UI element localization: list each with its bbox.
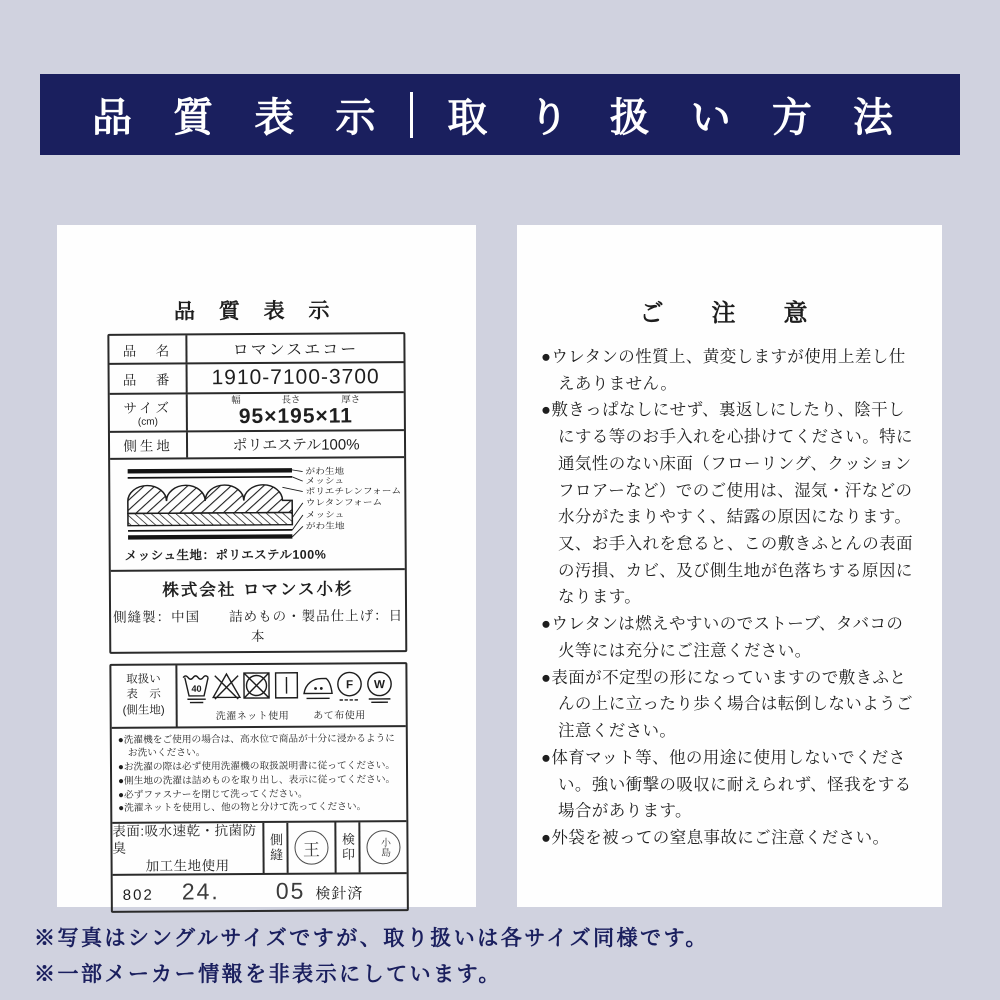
label-title: 品 質 表 示 — [173, 299, 339, 324]
care-note: ●お洗濯の際は必ず使用洗濯機の取扱説明書に従ってください。 — [117, 760, 396, 773]
header-title-left: 品 質 表 示 — [92, 96, 391, 140]
svg-text:40: 40 — [191, 683, 202, 694]
side-fabric: ポリエステル100% — [232, 435, 360, 454]
layer-label: メッシュ — [305, 509, 345, 520]
company-name: 株式会社 ロマンス小杉 — [162, 579, 354, 600]
iron-medium-icon — [301, 668, 334, 706]
no-bleach-icon — [211, 669, 241, 707]
svg-text:W: W — [373, 677, 386, 691]
date-stamp-year: 24. — [181, 878, 220, 905]
caption-wash-net: 洗濯ネット使用 — [215, 710, 290, 722]
care-symbols-row — [181, 668, 403, 707]
care-note: ●側生地の洗濯は詰めものを取り出し、表示に従ってください。 — [118, 774, 396, 787]
seam-label: 側縫 — [264, 823, 288, 873]
care-captions — [216, 706, 404, 722]
company-row — [111, 568, 405, 652]
footnote-maker-info: ※一部メーカー情報を非表示にしています。 — [34, 963, 502, 986]
caution-item: ●外袋を被っての窒息事故にご注意ください。 — [541, 828, 890, 847]
care-note: ●洗濯機をご使用の場合は、高水位で商品が十分に浸かるようにお洗いください。 — [117, 732, 395, 760]
care-instructions-box — [109, 662, 409, 913]
surface-stamp-row — [112, 820, 406, 874]
size-dim-headers: 幅 長さ 厚さ — [231, 394, 361, 407]
caution-item: ●敷きっぱなしにせず、裏返しにしたり、陰干しにする等のお手入れを心掛けてください。特に通気性のない床面（フローリング、クッションフロアーなど）でのご使用は、湿気・汗などの水分がたまりやすく、結露の原因になります。又、お手入れを怠ると、この敷きふとんの表面の汚損、カビ、及び側生地が色落ちする原因になります。 — [541, 401, 913, 607]
care-note: ●必ずファスナーを閉じて洗ってください。 — [118, 788, 308, 801]
urethane-foam-layer — [128, 512, 292, 525]
seam-stamp: 王 — [294, 831, 328, 865]
layer-label: ポリエチレンフォーム — [305, 485, 402, 496]
polyethylene-foam-layer — [128, 484, 293, 513]
mesh-fabric-note: メッシュ生地：ポリエステル100% — [124, 547, 327, 563]
caution-panel — [517, 225, 942, 907]
inspection-label: 検印 — [336, 823, 360, 873]
layer-label: メッシュ — [305, 475, 345, 486]
label-table — [107, 332, 407, 653]
country-of-origin: 側縫製：中国 詰めもの・製品仕上げ：日本 — [113, 607, 404, 644]
caption-press-cloth: あて布使用 — [313, 709, 366, 722]
mesh-bottom — [128, 529, 292, 530]
label-bottom-row — [113, 872, 407, 911]
product-number: 1910-7100-3700 — [211, 365, 380, 390]
seam-stamp-cell — [288, 823, 336, 873]
product-name: ロマンスエコー — [232, 341, 359, 360]
header-bar — [40, 74, 960, 155]
mesh-top — [128, 476, 292, 477]
lot-code: 802 — [122, 886, 154, 904]
layer-label: ウレタンフォーム — [305, 496, 383, 507]
table-row-name — [109, 334, 403, 363]
cross-section-diagram — [110, 456, 405, 570]
svg-text:F: F — [345, 677, 354, 691]
outer-fabric-bottom — [128, 534, 292, 539]
row-label: 品 名 — [109, 335, 187, 362]
row-label: 品 番 — [110, 364, 188, 392]
caution-item: ●ウレタンの性質上、黄変しますが使用上差し仕えありません。 — [541, 348, 906, 393]
row-label: 側生地 — [110, 432, 188, 457]
layer-label: がわ生地 — [305, 520, 345, 531]
inspection-stamp-cell — [360, 822, 406, 872]
surface-fabric-note: 表面:吸水速乾・抗菌防臭 加工生地使用 — [112, 823, 264, 874]
caution-title: ご 注 意 — [639, 300, 820, 327]
date-stamp-month: 05 — [275, 877, 306, 905]
wetclean-w-icon — [364, 668, 394, 706]
wash-40-gentle-icon — [181, 669, 211, 707]
mattress-layers-diagram — [112, 463, 402, 545]
table-row-size — [110, 391, 404, 430]
care-note: ●洗濯ネットを使用し、他の物と分けて洗ってください。 — [118, 801, 367, 815]
header-divider — [410, 92, 413, 138]
layer-label: がわ生地 — [305, 465, 345, 476]
footnote-size: ※写真はシングルサイズですが、取り扱いは各サイズ同様です。 — [34, 927, 709, 950]
dryclean-f-icon — [334, 668, 364, 706]
inspection-stamp: 小島 — [366, 830, 400, 864]
header-title-right: 取 り 扱 い 方 法 — [447, 96, 908, 140]
needle-check-label: 検針済 — [315, 885, 364, 903]
no-tumble-dry-icon — [241, 668, 271, 706]
quality-label-scan — [107, 294, 409, 913]
caution-item: ●体育マット等、他の用途に使用しないでください。強い衝撃の吸収に耐えられず、怪我をする場合があります。 — [541, 748, 912, 821]
caution-item: ●表面が不定型の形になっていますので敷きふとんの上に立ったり歩く場合は転倒しないようご注意ください。 — [541, 668, 913, 741]
row-label: サイズ (cm) — [110, 394, 188, 430]
quality-label-panel — [57, 225, 476, 907]
table-row-fabric — [110, 429, 404, 458]
outer-fabric-top — [128, 468, 292, 473]
product-size: 95×195×11 — [238, 403, 353, 428]
care-heading: 取扱い 表 示 (側生地) — [111, 665, 177, 726]
table-row-number — [110, 361, 404, 393]
line-dry-icon — [271, 668, 301, 706]
caution-item: ●ウレタンは燃えやすいのでストーブ、タバコの火等には充分にご注意ください。 — [541, 615, 904, 660]
care-notes — [112, 725, 407, 822]
